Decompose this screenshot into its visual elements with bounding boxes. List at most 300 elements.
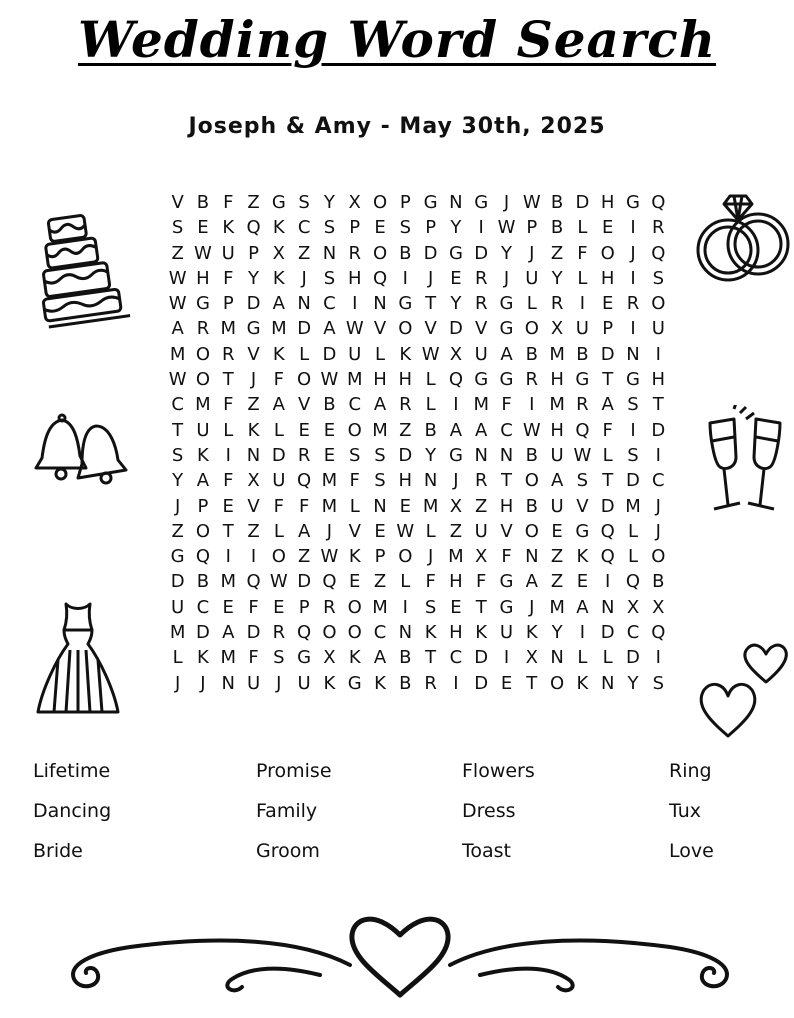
grid-letter: Y [450, 293, 462, 315]
grid-letter: G [626, 192, 640, 213]
grid-letter: N [373, 495, 387, 517]
grid-letter: N [221, 672, 235, 694]
grid-letter: P [298, 596, 310, 618]
grid-letter: L [299, 343, 310, 365]
grid-letter: H [373, 369, 387, 391]
grid-letter: R [576, 394, 589, 416]
wedding-bells-icon [32, 412, 132, 492]
grid-letter: J [174, 672, 181, 694]
grid-letter: O [195, 520, 211, 542]
grid-letter: R [196, 318, 210, 340]
grid-letter: X [525, 647, 538, 669]
grid-letter: F [273, 369, 285, 391]
grid-letter: T [526, 672, 538, 694]
grid-letter: A [449, 419, 463, 441]
grid-letter: T [425, 647, 437, 669]
grid-letter: C [626, 622, 640, 644]
grid-letter: P [349, 217, 361, 239]
grid-letter: V [424, 318, 437, 340]
grid-letter: O [651, 546, 666, 568]
grid-letter: H [600, 267, 615, 289]
grid-letter: S [424, 596, 437, 618]
grid-letter: T [172, 419, 184, 441]
grid-letter: T [425, 293, 437, 315]
grid-letter: L [273, 520, 284, 542]
grid-letter: Q [372, 267, 388, 289]
grid-letter: X [550, 318, 564, 340]
grid-letter: A [272, 394, 285, 416]
grid-letter: G [575, 369, 590, 391]
grid-letter: E [450, 596, 462, 618]
grid-letter: M [321, 495, 338, 517]
grid-letter: E [349, 571, 361, 593]
grid-letter: V [247, 343, 260, 365]
grid-letter: Y [323, 192, 335, 213]
grid-letter: D [474, 647, 489, 669]
grid-letter: J [174, 495, 181, 517]
word-list-item: Tux [669, 800, 702, 822]
grid-letter: H [449, 622, 463, 644]
grid-letter: L [425, 394, 436, 416]
grid-letter: K [576, 546, 589, 568]
grid-letter: D [170, 571, 185, 593]
grid-letter: W [269, 571, 288, 593]
grid-letter: O [600, 242, 615, 264]
grid-letter: G [626, 369, 640, 391]
grid-letter: U [474, 520, 488, 542]
page-subtitle: Joseph & Amy - May 30th, 2025 [188, 114, 606, 139]
grid-letter: X [348, 192, 361, 213]
grid-letter: G [499, 318, 514, 340]
grid-letter: D [322, 343, 337, 365]
grid-letter: C [373, 622, 387, 644]
grid-letter: M [321, 470, 338, 492]
grid-letter: E [602, 217, 614, 239]
grid-letter: R [550, 293, 564, 315]
letter-grid [165, 190, 671, 696]
grid-letter: K [222, 217, 235, 239]
grid-letter: R [626, 293, 640, 315]
grid-letter: E [222, 596, 234, 618]
grid-letter: C [348, 394, 362, 416]
grid-letter: U [651, 318, 665, 340]
grid-letter: G [297, 647, 312, 669]
grid-letter: U [221, 242, 235, 264]
grid-letter: M [372, 419, 388, 441]
grid-letter: F [223, 267, 234, 289]
grid-letter: C [449, 647, 463, 669]
grid-letter: D [297, 571, 312, 593]
grid-letter: I [352, 293, 358, 315]
grid-letter: H [550, 369, 564, 391]
grid-letter: S [652, 672, 664, 694]
grid-letter: L [425, 520, 436, 542]
grid-letter: T [475, 596, 487, 618]
grid-letter: Z [449, 520, 463, 542]
grid-letter: D [297, 318, 312, 340]
grid-letter: R [652, 217, 665, 239]
grid-letter: M [549, 596, 565, 618]
grid-letter: A [373, 647, 387, 669]
grid-letter: L [425, 369, 436, 391]
grid-letter: N [423, 470, 438, 492]
grid-letter: R [348, 242, 361, 264]
grid-letter: D [474, 672, 489, 694]
grid-letter: F [501, 546, 512, 568]
grid-letter: K [348, 647, 361, 669]
grid-letter: M [169, 343, 186, 365]
grid-letter: W [168, 267, 187, 289]
grid-letter: H [600, 192, 615, 213]
grid-letter: B [323, 394, 336, 416]
grid-letter: U [575, 318, 589, 340]
grid-letter: R [525, 369, 539, 391]
grid-letter: L [602, 647, 613, 669]
grid-letter: U [525, 267, 539, 289]
grid-letter: N [600, 672, 615, 694]
grid-letter: J [453, 470, 459, 492]
grid-letter: H [347, 267, 362, 289]
grid-letter: R [272, 622, 286, 644]
grid-letter: D [448, 318, 463, 340]
grid-letter: J [427, 546, 434, 568]
grid-letter: R [399, 394, 412, 416]
grid-letter: H [550, 419, 564, 441]
grid-letter: D [600, 343, 615, 365]
wedding-dress-icon [36, 600, 121, 720]
grid-letter: H [398, 470, 413, 492]
grid-letter: E [450, 267, 462, 289]
grid-letter: A [222, 622, 235, 644]
grid-letter: D [600, 622, 615, 644]
grid-letter: E [551, 520, 563, 542]
grid-letter: F [248, 647, 259, 669]
grid-letter: Z [171, 242, 184, 264]
grid-letter: Y [450, 217, 462, 239]
grid-letter: R [424, 672, 437, 694]
grid-letter: Q [246, 571, 261, 593]
grid-letter: J [427, 267, 434, 289]
grid-letter: B [576, 343, 589, 365]
grid-letter: Q [651, 242, 666, 264]
grid-letter: N [525, 546, 539, 568]
grid-letter: S [652, 267, 664, 289]
grid-letter: M [346, 369, 363, 391]
grid-letter: E [500, 672, 513, 694]
grid-letter: M [271, 318, 287, 340]
grid-letter: G [423, 192, 438, 213]
grid-letter: A [500, 343, 513, 365]
grid-letter: S [298, 192, 310, 213]
grid-letter: F [223, 192, 234, 213]
grid-letter: G [398, 293, 413, 315]
grid-letter: B [525, 343, 538, 365]
grid-letter: T [222, 520, 234, 542]
grid-letter: K [272, 267, 285, 289]
grid-letter: U [246, 672, 261, 694]
grid-letter: B [196, 192, 210, 213]
grid-letter: W [522, 419, 541, 441]
grid-letter: W [573, 444, 592, 466]
grid-letter: S [576, 470, 589, 492]
wedding-rings-icon [694, 190, 794, 290]
grid-letter: U [550, 444, 564, 466]
word-list-item: Flowers [462, 760, 535, 782]
grid-letter: L [602, 444, 613, 466]
grid-letter: Y [172, 470, 184, 492]
grid-letter: H [196, 267, 210, 289]
grid-letter: D [626, 647, 640, 669]
grid-letter: K [576, 672, 589, 694]
grid-letter: I [453, 672, 459, 694]
grid-letter: Q [651, 192, 666, 213]
grid-letter: G [499, 596, 514, 618]
grid-letter: T [501, 470, 512, 492]
grid-letter: O [524, 520, 539, 542]
grid-letter: A [272, 293, 285, 315]
grid-letter: B [399, 242, 412, 264]
grid-letter: S [627, 444, 639, 466]
grid-letter: G [195, 293, 210, 315]
grid-letter: A [576, 596, 589, 618]
grid-letter: W [497, 217, 516, 239]
grid-letter: Q [625, 571, 641, 593]
grid-letter: X [475, 546, 488, 568]
grid-letter: L [526, 293, 537, 315]
grid-letter: O [347, 622, 362, 644]
grid-letter: Z [297, 242, 311, 264]
grid-letter: D [196, 622, 210, 644]
grid-letter: L [627, 546, 638, 568]
grid-letter: Y [425, 444, 437, 466]
grid-letter: D [626, 470, 640, 492]
grid-letter: L [577, 267, 588, 289]
grid-letter: M [220, 571, 236, 593]
page-title: Wedding Word Search [77, 10, 717, 69]
grid-letter: P [222, 293, 234, 315]
grid-letter: L [172, 647, 183, 669]
grid-letter: H [651, 369, 666, 391]
grid-letter: T [602, 470, 614, 492]
grid-letter: Z [297, 546, 311, 568]
grid-letter: U [297, 672, 311, 694]
grid-letter: S [171, 444, 184, 466]
grid-letter: U [348, 343, 362, 365]
grid-letter: S [627, 394, 639, 416]
grid-letter: Z [247, 520, 260, 542]
grid-letter: F [425, 571, 436, 593]
grid-letter: O [524, 318, 539, 340]
grid-letter: A [323, 318, 336, 340]
grid-letter: D [575, 192, 590, 213]
grid-letter: I [630, 419, 636, 441]
grid-letter: F [476, 571, 487, 593]
grid-letter: Q [322, 571, 337, 593]
grid-letter: I [478, 217, 484, 239]
grid-letter: Z [247, 192, 260, 213]
grid-letter: A [601, 394, 614, 416]
champagne-glasses-icon [700, 405, 790, 520]
grid-letter: M [448, 546, 464, 568]
grid-letter: M [195, 394, 211, 416]
grid-letter: M [473, 394, 489, 416]
grid-letter: J [250, 369, 257, 391]
grid-letter: Y [551, 622, 563, 644]
grid-letter: I [630, 318, 636, 340]
grid-letter: U [550, 495, 564, 517]
grid-letter: M [549, 343, 565, 365]
grid-letter: E [323, 419, 336, 441]
grid-letter: I [579, 293, 586, 315]
grid-letter: O [347, 419, 362, 441]
grid-letter: J [276, 672, 282, 694]
grid-letter: I [630, 267, 636, 289]
grid-letter: U [474, 343, 488, 365]
grid-letter: G [575, 520, 590, 542]
grid-letter: V [500, 520, 513, 542]
grid-letter: Q [195, 546, 211, 568]
grid-letter: C [196, 596, 210, 618]
grid-letter: I [225, 444, 231, 466]
grid-letter: P [374, 546, 386, 568]
grid-letter: K [197, 647, 209, 669]
grid-letter: J [529, 596, 535, 618]
grid-letter: B [550, 192, 564, 213]
grid-letter: E [374, 217, 386, 239]
grid-letter: Y [248, 267, 260, 289]
grid-letter: L [273, 419, 284, 441]
grid-letter: X [449, 495, 463, 517]
grid-letter: Z [550, 571, 564, 593]
grid-letter: J [529, 242, 535, 264]
grid-letter: Z [550, 546, 564, 568]
grid-letter: A [525, 571, 538, 593]
grid-letter: B [652, 571, 665, 593]
grid-letter: E [602, 293, 614, 315]
grid-letter: G [448, 242, 463, 264]
grid-letter: O [297, 369, 312, 391]
grid-letter: Z [171, 520, 184, 542]
grid-letter: S [349, 444, 361, 466]
grid-letter: P [248, 242, 259, 264]
grid-letter: D [246, 622, 261, 644]
grid-letter: K [475, 622, 488, 644]
grid-letter: L [375, 343, 386, 365]
grid-letter: B [525, 495, 538, 517]
grid-letter: T [652, 394, 664, 416]
grid-letter: Q [575, 419, 590, 441]
grid-letter: B [196, 571, 210, 593]
grid-letter: D [474, 242, 489, 264]
grid-letter: N [398, 622, 413, 644]
grid-letter: G [499, 571, 514, 593]
grid-letter: X [272, 242, 285, 264]
grid-letter: Q [297, 470, 312, 492]
grid-letter: W [421, 343, 440, 365]
grid-letter: K [399, 343, 412, 365]
grid-letter: I [250, 546, 257, 568]
grid-letter: J [630, 242, 636, 264]
grid-letter: J [655, 495, 661, 517]
grid-letter: V [348, 520, 361, 542]
grid-letter: F [223, 394, 234, 416]
grid-letter: S [323, 267, 336, 289]
grid-letter: Z [247, 394, 260, 416]
grid-letter: E [399, 495, 411, 517]
grid-letter: R [474, 293, 488, 315]
grid-letter: G [246, 318, 261, 340]
grid-letter: I [453, 394, 459, 416]
grid-letter: Q [246, 217, 261, 239]
grid-letter: I [630, 217, 636, 239]
grid-letter: V [373, 318, 387, 340]
grid-letter: W [320, 369, 339, 391]
grid-letter: N [626, 343, 640, 365]
grid-letter: G [499, 293, 514, 315]
grid-letter: V [247, 495, 260, 517]
grid-letter: E [374, 520, 386, 542]
grid-letter: M [549, 394, 565, 416]
grid-letter: O [195, 369, 211, 391]
grid-letter: W [320, 546, 339, 568]
grid-letter: B [399, 672, 412, 694]
grid-letter: W [194, 242, 212, 264]
grid-letter: B [550, 217, 564, 239]
grid-letter: A [171, 318, 184, 340]
grid-letter: Q [297, 622, 312, 644]
word-list-item: Groom [256, 840, 320, 862]
grid-letter: Y [627, 672, 639, 694]
grid-letter: M [422, 495, 439, 517]
word-list-item: Lifetime [33, 760, 111, 782]
grid-letter: O [322, 622, 337, 644]
grid-letter: Z [399, 419, 412, 441]
word-list-item: Ring [669, 760, 712, 782]
grid-letter: G [271, 192, 286, 213]
grid-letter: A [550, 470, 564, 492]
grid-letter: J [326, 520, 333, 542]
grid-letter: O [524, 470, 539, 492]
grid-letter: N [373, 293, 387, 315]
grid-letter: I [655, 343, 661, 365]
grid-letter: S [374, 470, 386, 492]
grid-letter: I [529, 394, 535, 416]
grid-letter: B [399, 647, 412, 669]
grid-letter: D [398, 444, 413, 466]
grid-letter: L [577, 647, 588, 669]
grid-letter: K [323, 672, 336, 694]
grid-letter: I [605, 571, 611, 593]
grid-letter: U [171, 596, 185, 618]
grid-letter: K [197, 444, 209, 466]
grid-letter: V [297, 394, 311, 416]
grid-letter: D [246, 293, 261, 315]
grid-letter: H [398, 369, 413, 391]
grid-letter: I [402, 267, 408, 289]
grid-letter: Y [551, 267, 563, 289]
grid-letter: K [247, 419, 260, 441]
grid-letter: D [423, 242, 438, 264]
grid-letter: A [297, 520, 311, 542]
grid-letter: E [222, 495, 234, 517]
grid-letter: X [247, 470, 260, 492]
grid-letter: E [298, 419, 310, 441]
grid-letter: C [652, 470, 665, 492]
grid-letter: H [449, 571, 463, 593]
grid-letter: M [169, 622, 186, 644]
grid-letter: C [297, 217, 311, 239]
grid-letter: F [248, 596, 259, 618]
